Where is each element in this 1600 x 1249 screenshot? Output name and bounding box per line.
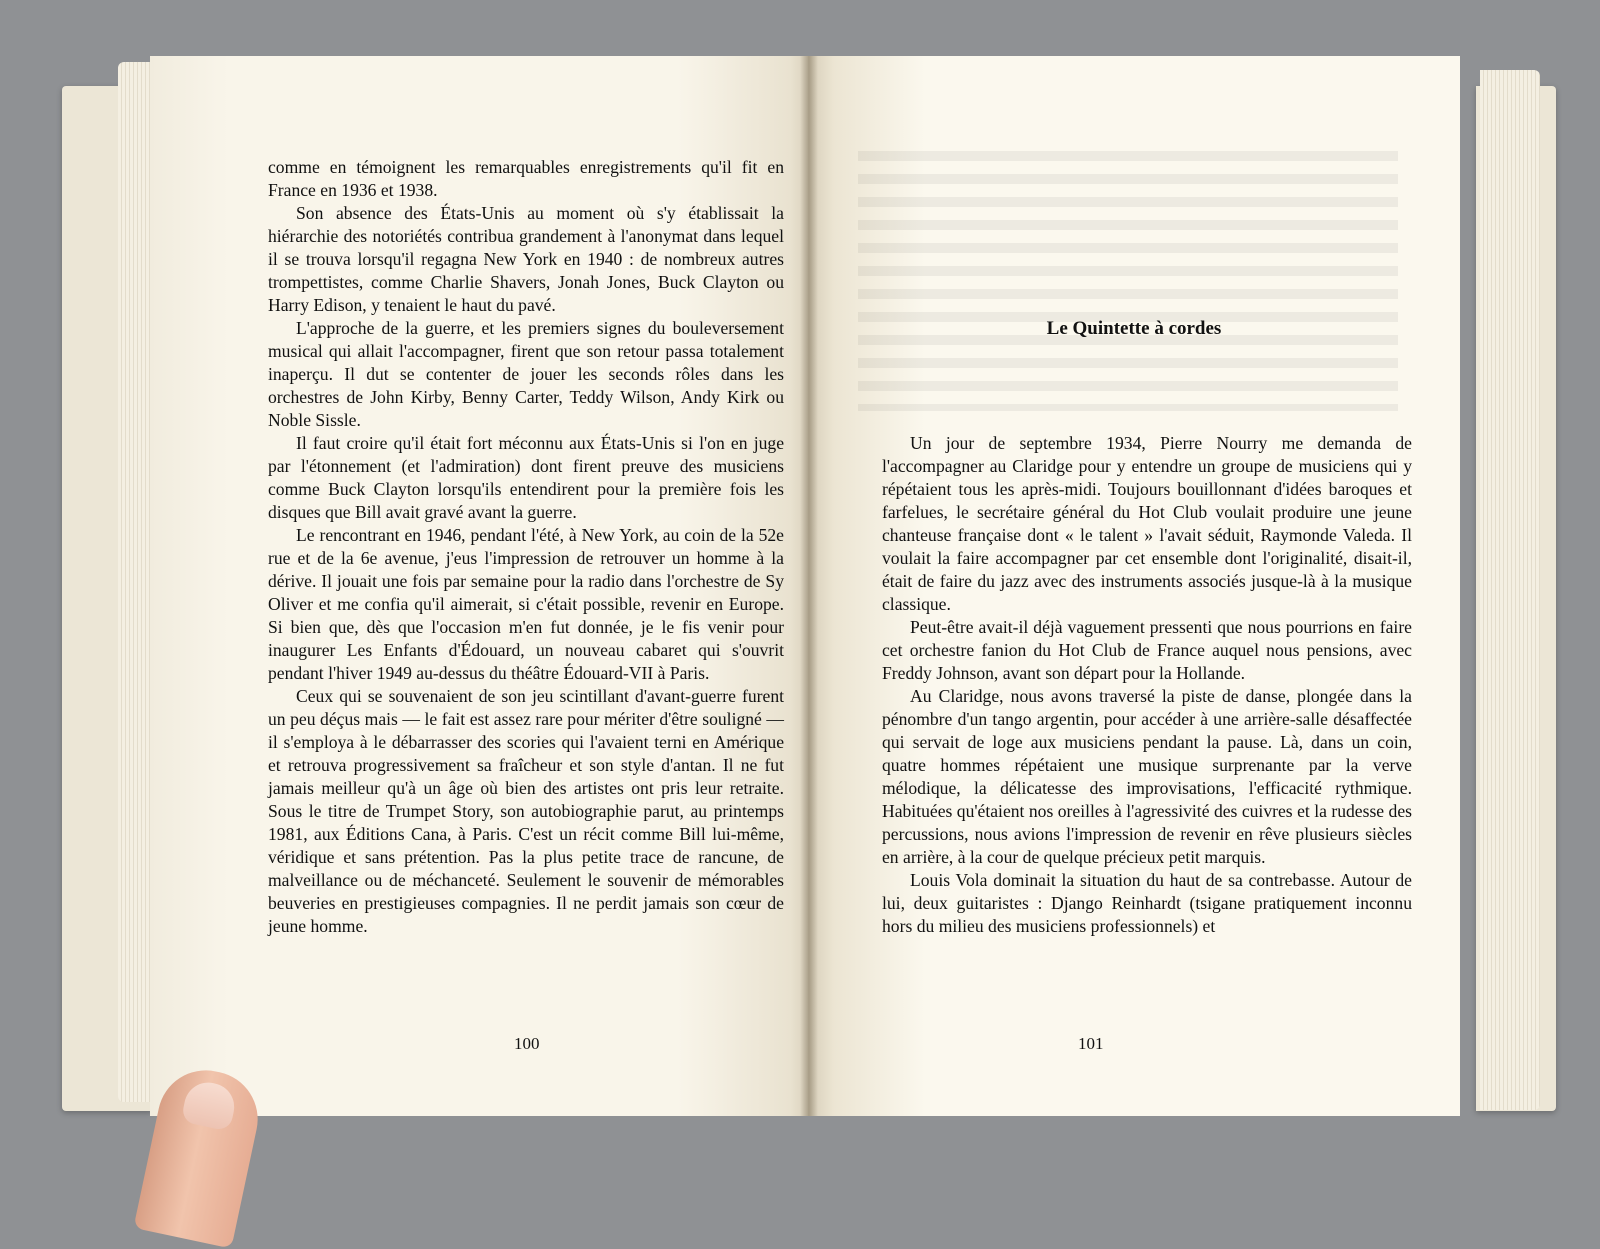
- right-page-text: [882, 432, 1412, 938]
- paragraph: Un jour de septembre 1934, Pierre Nourry me demanda de l'accompagner au Claridge pour y entendre un groupe de musiciens qui y répétaient tous les après-midi. Toujours bouillonnant d'idées baroques et farfelues, le secrétaire général du Hot Club voulait produire une jeune chanteuse française dont « le talent » l'avait séduit, Raymonde Valeda. Il voulait la faire accompagner par cet ensemble dont l'originalité, disait-il, était de faire du jazz avec des instruments associés jusque-là à la musique classique.: [882, 433, 1412, 614]
- left-page: [150, 56, 810, 1116]
- paragraph: Le rencontrant en 1946, pendant l'été, à New York, au coin de la 52e rue et de la 6e avenue, j'eus l'impression de retrouver un homme à la dérive. Il jouait une fois par semaine pour la radio dans l'orchestre de Sy Oliver et me confia qu'il aimerait, si c'était possible, revenir en Europe. Si bien que, dès que l'occasion m'en fut donnée, je le fis venir pour inaugurer Les Enfants d'Édouard, un nouveau cabaret qui s'ouvrit pendant l'hiver 1949 au-dessus du théâtre Édouard-VII à Paris.: [268, 525, 784, 683]
- paragraph: Ceux qui se souvenaient de son jeu scintillant d'avant-guerre furent un peu déçus mais — le fait est assez rare pour mériter d'être souligné — il s'employa à le débarrasser des scories qui l'avaient terni en Amérique et retrouva progressivement sa fraîcheur et son style d'antan. Il ne fut jamais meilleur qu'à un âge où bien des artistes ont pris leur retraite. Sous le titre de Trumpet Story, son autobiographie parut, au printemps 1981, aux Éditions Cana, à Paris. C'est un récit comme Bill lui-même, véridique et sans prétention. Pas la plus petite trace de rancune, de malveillance ou de méchanceté. Seulement le souvenir de mémorables beuveries en prestigieuses compagnies. Il ne perdit jamais son cœur de jeune homme.: [268, 686, 784, 936]
- right-page: [808, 56, 1460, 1116]
- page-edges-right: [1480, 70, 1540, 1110]
- paragraph: Son absence des États-Unis au moment où s'y établissait la hiérarchie des notoriétés contribua grandement à l'anonymat dans lequel il se trouva lorsqu'il regagna New York en 1940 : de nombreux autres trompettistes, comme Charlie Shavers, Jonah Jones, Buck Clayton ou Harry Edison, y tenaient le haut du pavé.: [268, 203, 784, 315]
- show-through-text: [858, 151, 1398, 411]
- left-page-text: [268, 156, 784, 938]
- page-number: 101: [1078, 1034, 1104, 1053]
- paragraph: Il faut croire qu'il était fort méconnu aux États-Unis si l'on en juge par l'étonnement (et l'admiration) dont firent preuve des musiciens comme Buck Clayton lorsqu'ils entendirent pour la première fois les disques que Bill avait gravé avant la guerre.: [268, 433, 784, 522]
- paragraph: L'approche de la guerre, et les premiers signes du bouleversement musical qui allait l'accompagner, firent que son retour passa totalement inaperçu. Il dut se contenter de jouer les seconds rôles dans les orchestres de John Kirby, Benny Carter, Teddy Wilson, Andy Kirk ou Noble Sissle.: [268, 318, 784, 430]
- paragraph: Au Claridge, nous avons traversé la piste de danse, plongée dans la pénombre d'un tango argentin, pour accéder à une arrière-salle désaffectée qui servait de loge aux musiciens pendant la pause. Là, dans un coin, quatre hommes répétaient une musique surprenante par la verve mélodique, la délicatesse des improvisations, l'efficacité rythmique. Habituées qu'étaient nos oreilles à l'agressivité des cuivres et la rudesse des percussions, nous avions l'impression de revenir en rêve plusieurs siècles en arrière, à la cour de quelque précieux petit marquis.: [882, 686, 1412, 867]
- thumbnail-nail: [181, 1078, 239, 1131]
- page-number: 100: [514, 1034, 540, 1053]
- paragraph: Louis Vola dominait la situation du haut de sa contrebasse. Autour de lui, deux guitaristes : Django Reinhardt (tsigane pratiquement inconnu hors du milieu des musiciens professionnels) et: [882, 870, 1412, 936]
- paragraph: comme en témoignent les remarquables enregistrements qu'il fit en France en 1936 et 1938.: [268, 157, 784, 200]
- book-gutter: [800, 56, 818, 1116]
- paragraph: Peut-être avait-il déjà vaguement pressenti que nous pourrions en faire cet orchestre fanion du Hot Club de France auquel nous pensions, avec Freddy Johnson, avant son départ pour la Hollande.: [882, 617, 1412, 683]
- chapter-title: Le Quintette à cordes: [1046, 318, 1222, 339]
